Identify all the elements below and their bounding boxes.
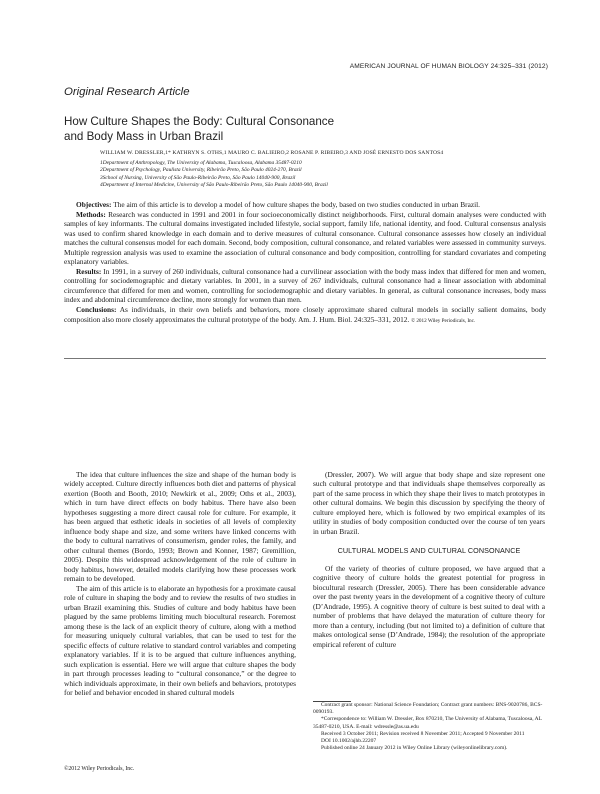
journal-header: AMERICAN JOURNAL OF HUMAN BIOLOGY 24:325–331 (2012): [349, 63, 548, 70]
body-paragraph: The aim of this article is to elaborate an hypothesis for a proximate causal role of culture in shaping the body and to review the results of two studies in urban Brazil examining this. Studies of culture and body habitus have been plagued by the same problems limiting much biocultural research. Foremost among these is the lack of an explicit theory of culture, along with a method for measuring uniquely cultural variables, that can be used to test for the specific effects of culture relative to standard control variables and competing explanatory variables. If it is to be argued that culture influences anything, such explication is essential. Here we will argue that culture shapes the body in part through processes leading to “cultural consonance,” or the degree to which individuals approximate, in their own beliefs and behaviors, prototypes for belief and behavior encoded in shared cultural models: [64, 583, 296, 698]
conclusions-text: As individuals, in their own beliefs and behaviors, more closely approximate shared cultural models in socially salient domains, body composition also more closely approximates the cultural prototype of the body. Am. J. Hum. Biol. 24:325–331, 2012.: [64, 305, 546, 324]
footer-copyright: ©2012 Wiley Periodicals, Inc.: [64, 766, 135, 772]
results-text: In 1991, in a survey of 260 individuals, cultural consonance had a curvilinear association with the body mass index that differed for men and women, controlling for sociodemographic and dietary variables. In 2001, in a survey of 267 individuals, cultural consonance had a linear association with abdominal circumference that differed for men and women, controlling for sociodemographic and dietary variables. In general, as cultural consonance increases, body mass index and abdominal circumference decline, more strongly for women than men.: [64, 266, 546, 305]
title-line-1: How Culture Shapes the Body: Cultural Consonance: [64, 115, 335, 128]
section-heading: CULTURAL MODELS AND CULTURAL CONSONANCE: [337, 546, 521, 556]
section-label: Original Research Article: [64, 86, 190, 98]
footnote-correspondence: *Correspondence to: William W. Dressler, Box 870210, The University of Alabama, Tuscaloosa, AL 35487-0210, USA. E-mail: wdressle@as.ua.edu: [313, 716, 542, 730]
abstract-objectives: [64, 200, 546, 210]
objectives-label: Objectives:: [76, 200, 112, 209]
abstract-conclusions: [64, 305, 546, 326]
body-paragraph: The idea that culture influences the size and shape of the human body is widely accepted. Culture directly influences both diet and patterns of physical exertion (Booth and Booth, 2010; Newkirk et al., 2009; Oths et al., 2003), which in turn have direct effects on body habitus. There have also been hypotheses suggesting a more direct causal role for culture. For example, it has been argued that esthetic ideals in societies of all levels of complexity influence body shape and size, and some writers have linked concerns with the body to cultural narratives of consumerism, gender roles, the family, and other cultural themes (Bordo, 1993; Brown and Konner, 1987; Gremillion, 2005). Despite this widespread acknowledgement of the role of culture in body habitus, however, detailed models clarifying how these processes work remain to be developed.: [64, 470, 296, 584]
footnote-received: Received 3 October 2011; Revision received 8 November 2011; Accepted 9 November 2011: [321, 730, 525, 737]
objectives-text: The aim of this article is to develop a model of how culture shapes the body, based on two studies conducted in urban Brazil.: [111, 200, 481, 209]
affiliation: 1Department of Anthropology, The University of Alabama, Tuscaloosa, Alabama 35487-0210: [100, 160, 302, 166]
abstract: [64, 200, 546, 326]
body-paragraph: (Dressler, 2007). We will argue that body shape and size represent one such cultural prototype and that individuals shape themselves corporeally as part of the same process in which they shape their lives to match prototypes in other cultural domains. We begin this discussion by specifying the theory of culture employed here, which is followed by two empirical examples of its utility in studies of body composition conducted over the course of ten years in urban Brazil.: [313, 470, 545, 536]
footnote-grant: Contract grant sponsor: National Science Foundation; Contract grant numbers: BNS-9020786, BCS-0090193.: [313, 702, 543, 716]
abstract-copyright: © 2012 Wiley Periodicals, Inc.: [411, 317, 476, 324]
abstract-divider: [64, 358, 546, 359]
article-title: [64, 115, 484, 144]
affiliation: 3School of Nursing, University of São Paulo-Ribeirão Preto, São Paulo 14040-900, Brazil: [100, 174, 296, 181]
footnotes: [313, 702, 547, 752]
affiliation: 2Department of Psychology, Paulista University, Ribeirão Preto, São Paulo 4024-270, Brazil: [100, 167, 302, 174]
affiliation: 4Department of Internal Medicine, University of São Paulo-Ribeirão Preto, São Paulo 14040-900, Brazil: [100, 181, 328, 188]
abstract-methods: [64, 210, 546, 267]
abstract-results: [64, 267, 546, 305]
methods-label: Methods:: [76, 209, 106, 219]
title-line-2: and Body Mass in Urban Brazil: [64, 129, 224, 143]
affiliations: [100, 160, 540, 189]
footnote-doi: DOI 10.1002/ajhb.22207: [321, 738, 377, 745]
author-list: WILLIAM W. DRESSLER,1* KATHRYN S. OTHS,1 MAURO C. BALIEIRO,2 ROSANE P. RIBEIRO,3 AND JOSÉ ERNESTO DOS SANTOS4: [100, 150, 444, 156]
conclusions-label: Conclusions:: [76, 305, 117, 315]
body-right-column: [313, 470, 545, 649]
footnote-published: Published online 24 January 2012 in Wiley Online Library (wileyonlinelibrary.com).: [321, 745, 508, 752]
body-left-column: [64, 470, 296, 698]
methods-text: Research was conducted in 1991 and 2001 in four socioeconomically distinct neighborhoods. First, cultural domain analyses were conducted with samples of key informants. The cultural domains investigated included lifestyle, social support, family life, national identity, and food. Cultural consensus analysis was used to confirm shared knowledge in each domain and to derive measures of cultural consonance. Cultural consonance assesses how closely an individual matches the cultural consensus model for each domain. Second, body composition, cultural consonance, and related variables were assessed in community surveys. Multiple regression analysis was used to examine the association of cultural consonance and body composition, controlling for standard covariates and competing explanatory variables.: [64, 209, 546, 267]
results-label: Results:: [76, 266, 102, 276]
body-paragraph: Of the variety of theories of culture proposed, we have argued that a cognitive theory of culture holds the greatest potential for progress in biocultural research (Dressler, 2005). There has been considerable advance over the past twenty years in the development of a cognitive theory of culture (D’Andrade, 1995). A cognitive theory of culture is best suited to deal with a number of problems that have delayed the maturation of culture theory for more than a century, including (but not limited to) a definition of culture that makes ontological sense (D’Andrade, 1984); the resolution of the appropriate empirical referent of culture: [313, 563, 545, 649]
